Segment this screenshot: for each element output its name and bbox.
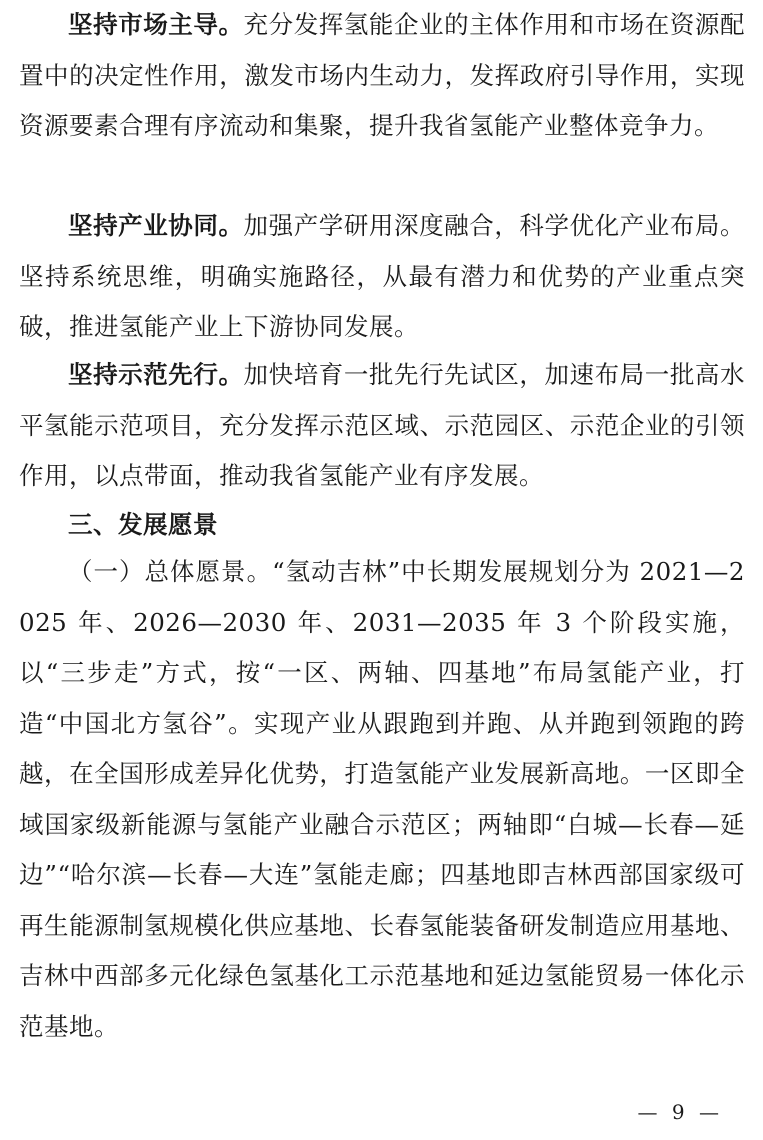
principle-market-lead: 坚持市场主导。 (68, 10, 244, 39)
principle-market-paragraph (19, 0, 745, 152)
page-number: — 9 — (637, 1100, 723, 1124)
principle-demo-text: 加快培育一批先行先试区，加速布局一批高水平氢能示范项目，充分发挥示范区域、示范园区、示范企业的引领作用，以点带面，推动我省氢能产业有序发展。 (19, 360, 746, 490)
principle-demo-paragraph (19, 350, 745, 502)
principle-industry-paragraph (19, 201, 745, 353)
principle-industry-text: 加强产学研用深度融合，科学优化产业布局。坚持系统思维，明确实施路径，从最有潜力和优势的产业重点突破，推进氢能产业上下游协同发展。 (19, 211, 746, 341)
overall-vision-paragraph: （一）总体愿景。“氢动吉林”中长期发展规划分为 2021—2025 年、2026—2030 年、2031—2035 年 3 个阶段实施，以“三步走”方式，按“一区、两轴、四基地”布局氢能产业，打造“中国北方氢谷”。实现产业从跟跑到并跑、从并跑到领跑的跨越，在全国形成差异化优势，打造氢能产业发展新高地。一区即全域国家级新能源与氢能产业融合示范区；两轴即“白城—长春—延边”“哈尔滨—长春—大连”氢能走廊；四基地即吉林西部国家级可再生能源制氢规模化供应基地、长春氢能装备研发制造应用基地、吉林中西部多元化绿色氢基化工示范基地和延边氢能贸易一体化示范基地。 (19, 557, 745, 1041)
principle-market-text: 充分发挥氢能企业的主体作用和市场在资源配置中的决定性作用，激发市场内生动力，发挥政府引导作用，实现资源要素合理有序流动和集聚，提升我省氢能产业整体竞争力。 (19, 10, 746, 140)
section-heading: 三、发展愿景 (68, 510, 218, 539)
principle-industry-lead: 坚持产业协同。 (68, 211, 244, 240)
principle-demo-lead: 坚持示范先行。 (68, 360, 244, 389)
